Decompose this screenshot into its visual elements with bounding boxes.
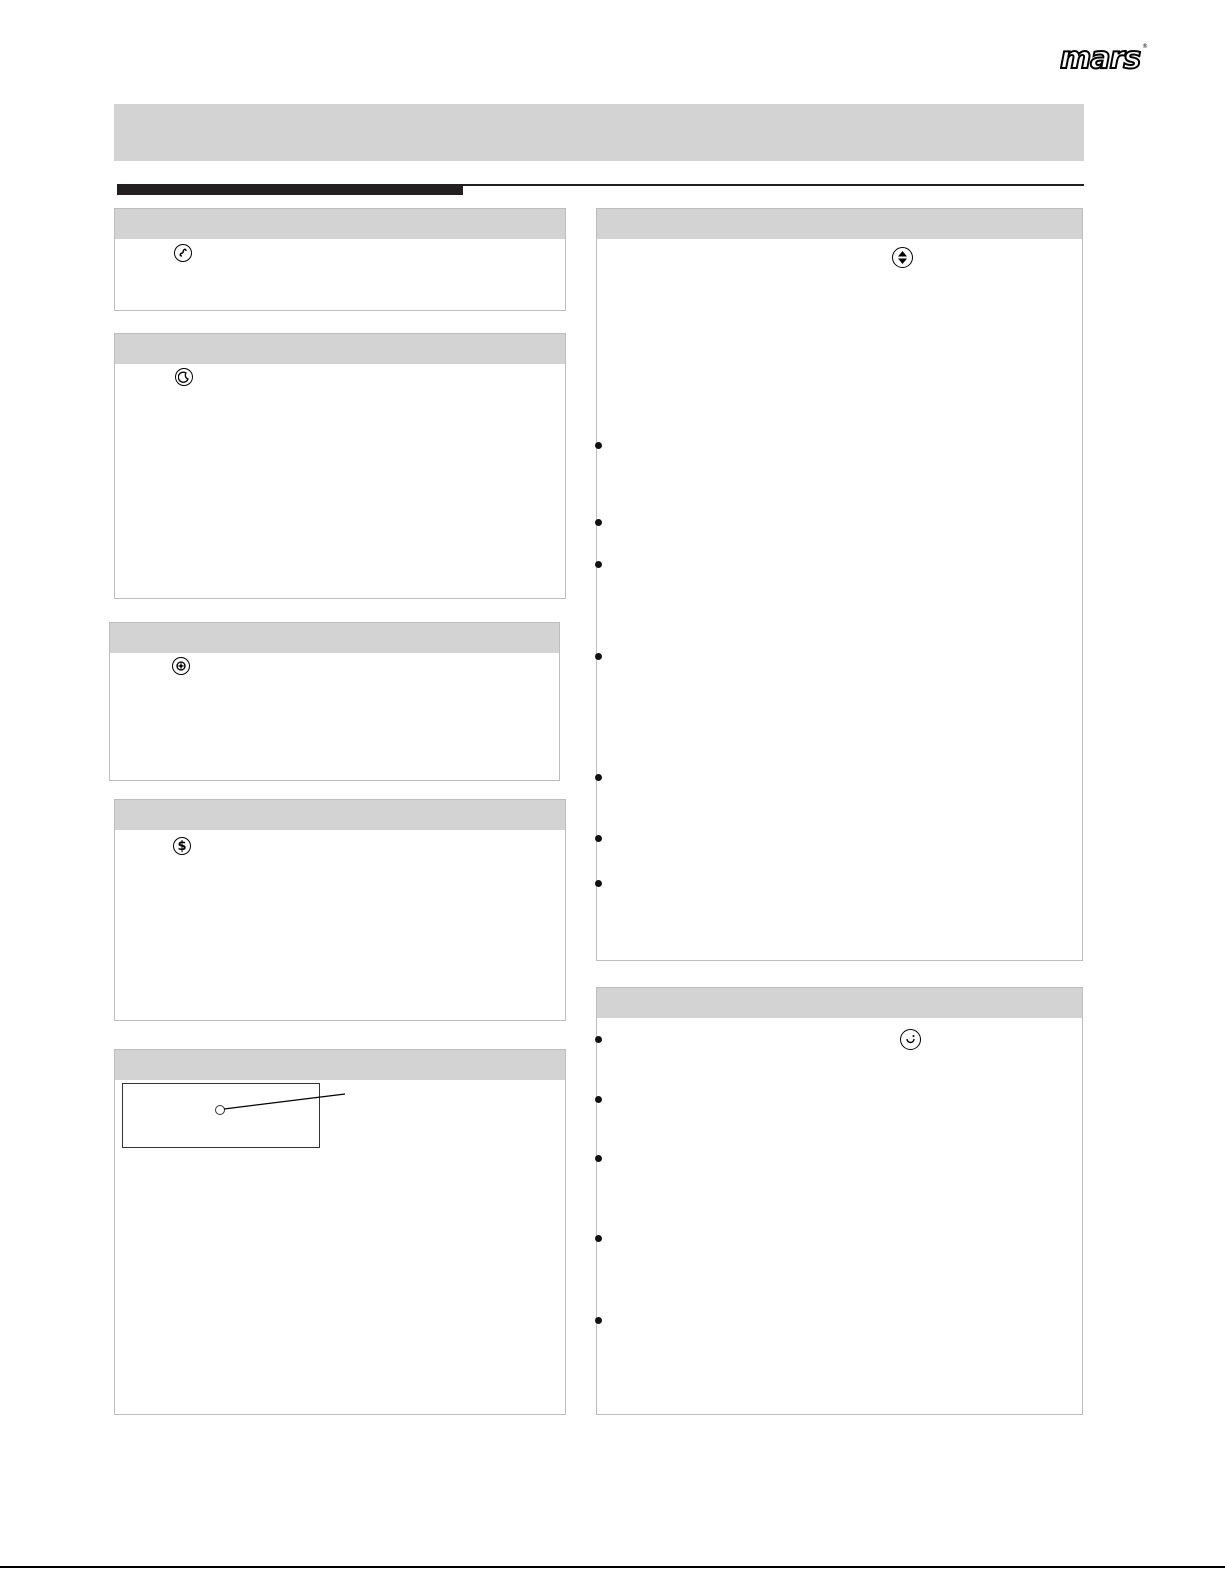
dollar-eco-icon[interactable]: $ bbox=[173, 837, 191, 855]
indicator-panel-header bbox=[115, 1050, 565, 1080]
mars-logo bbox=[1060, 40, 1150, 74]
bullet-point bbox=[595, 1096, 602, 1103]
turbo-panel bbox=[109, 622, 560, 781]
fan-panel-header bbox=[115, 209, 565, 239]
fan-panel bbox=[114, 208, 566, 311]
up-down-arrows-icon[interactable] bbox=[892, 247, 913, 268]
sleep-panel-header bbox=[115, 334, 565, 364]
bullet-point bbox=[595, 442, 602, 449]
mars-logo-mark bbox=[1060, 40, 1150, 74]
bullet-point bbox=[595, 774, 602, 781]
smile-panel-header bbox=[597, 988, 1082, 1018]
fan-icon[interactable] bbox=[174, 244, 192, 262]
bullet-point bbox=[595, 653, 602, 660]
eco-panel-header bbox=[115, 800, 565, 830]
swing-panel-header bbox=[597, 209, 1082, 239]
bullet-point bbox=[595, 1317, 602, 1324]
swing-panel bbox=[596, 208, 1083, 961]
smile-panel bbox=[596, 987, 1083, 1415]
indicator-leader-line bbox=[223, 1092, 348, 1112]
smile-icon[interactable] bbox=[900, 1029, 921, 1050]
turbo-icon[interactable] bbox=[172, 657, 190, 675]
indicator-panel bbox=[114, 1049, 566, 1415]
turbo-panel-header bbox=[110, 623, 559, 653]
bullet-point bbox=[595, 519, 602, 526]
section-rule-accent bbox=[117, 185, 463, 195]
bullet-point bbox=[595, 561, 602, 568]
bullet-point bbox=[595, 880, 602, 887]
registered-mark: ® bbox=[1142, 43, 1148, 50]
eco-panel bbox=[114, 799, 566, 1021]
sleep-panel bbox=[114, 333, 566, 599]
bullet-point bbox=[595, 1235, 602, 1242]
bullet-point bbox=[595, 1036, 602, 1043]
footer-rule bbox=[0, 1566, 1225, 1568]
bullet-point bbox=[595, 835, 602, 842]
bullet-point bbox=[595, 1155, 602, 1162]
logo-text: mars bbox=[1060, 41, 1141, 74]
moon-sleep-icon[interactable] bbox=[175, 368, 193, 386]
title-banner bbox=[114, 104, 1084, 161]
